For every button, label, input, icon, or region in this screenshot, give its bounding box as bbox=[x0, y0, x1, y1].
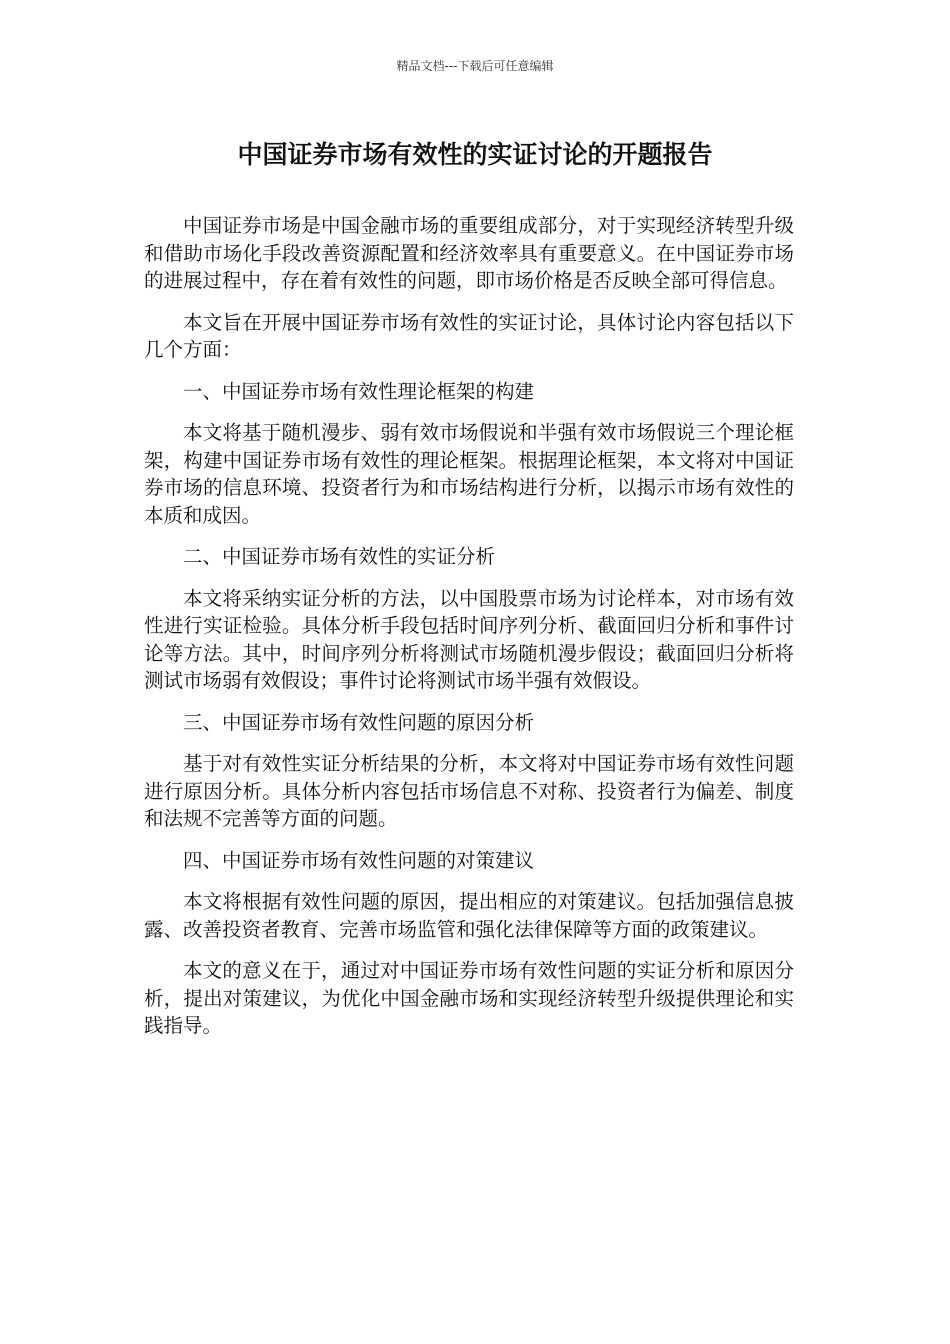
section-heading-2: 二、中国证券市场有效性的实证分析 bbox=[183, 545, 496, 568]
paragraph-conclusion: 本文的意义在于，通过对中国证券市场有效性问题的实证分析和原因分析，提出对策建议，为优化中国金融市场和实现经济转型升级提供理论和实践指导。 bbox=[144, 959, 794, 1037]
paragraph-section-4: 本文将根据有效性问题的原因，提出相应的对策建议。包括加强信息披露、改善投资者教育、完善市场监管和强化法律保障等方面的政策建议。 bbox=[144, 890, 794, 941]
document-title: 中国证券市场有效性的实证讨论的开题报告 bbox=[237, 140, 713, 169]
paragraph-intro: 中国证券市场是中国金融市场的重要组成部分，对于实现经济转型升级和借助市场化手段改善资源配置和经济效率具有重要意义。在中国证券市场的进展过程中，存在着有效性的问题，即市场价格是否反映全部可得信息。 bbox=[144, 214, 794, 292]
paragraph-section-2: 本文将采纳实证分析的方法，以中国股票市场为讨论样本，对市场有效性进行实证检验。具体分析手段包括时间序列分析、截面回归分析和事件讨论等方法。其中，时间序列分析将测试市场随机漫步假设；截面回归分析将测试市场弱有效假设；事件讨论将测试市场半强有效假设。 bbox=[144, 586, 794, 692]
paragraph-section-3: 基于对有效性实证分析结果的分析，本文将对中国证券市场有效性问题进行原因分析。具体分析内容包括市场信息不对称、投资者行为偏差、制度和法规不完善等方面的问题。 bbox=[144, 752, 794, 830]
section-heading-3: 三、中国证券市场有效性问题的原因分析 bbox=[183, 710, 535, 734]
section-heading-4: 四、中国证券市场有效性问题的对策建议 bbox=[183, 848, 535, 872]
section-heading-1: 一、中国证券市场有效性理论框架的构建 bbox=[183, 379, 535, 403]
paragraph-section-1: 本文将基于随机漫步、弱有效市场假说和半强有效市场假说三个理论框架，构建中国证券市场有效性的理论框架。根据理论框架，本文将对中国证券市场的信息环境、投资者行为和市场结构进行分析，以揭示市场有效性的本质和成因。 bbox=[144, 421, 794, 527]
header-note: 精品文档---下载后可任意编辑 bbox=[396, 59, 554, 73]
paragraph-scope: 本文旨在开展中国证券市场有效性的实证讨论，具体讨论内容包括以下几个方面： bbox=[144, 310, 794, 361]
document-body bbox=[144, 212, 794, 1054]
